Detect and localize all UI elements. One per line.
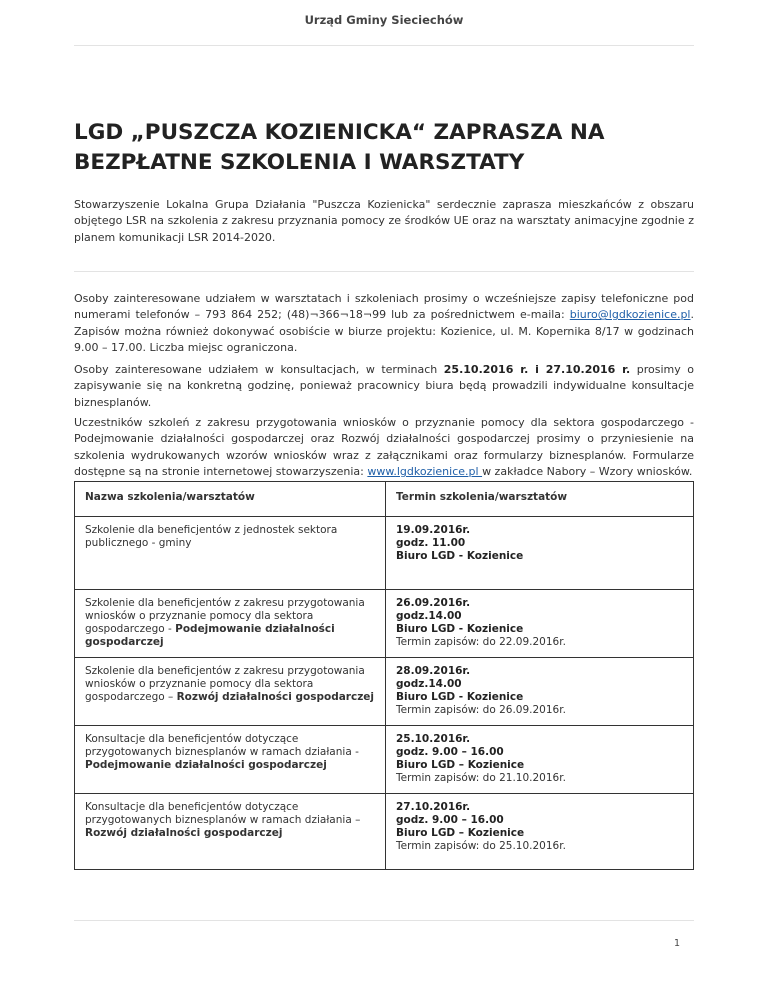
consultation-paragraph <box>74 362 694 411</box>
training-place: Biuro LGD - Kozienice <box>396 550 524 562</box>
training-name: Szkolenie dla beneficjentów z zakresu przygotowania wniosków o przyznanie pomocy dla sektora gospodarczego - <box>85 597 365 635</box>
training-time: godz. 11.00 <box>396 537 466 549</box>
table-row <box>75 658 694 726</box>
consultation-dates: 25.10.2016 r. i 27.10.2016 r. <box>443 363 631 376</box>
website-link[interactable]: www.lgdkozienice.pl <box>367 465 483 479</box>
table-header-row <box>75 482 694 517</box>
signup-text-start: Osoby zainteresowane udziałem w warsztatach i szkoleniach prosimy o wcześniejsze zapisy telefoniczne pod numerami telefonów – 793 864 252; (48)¬366¬18¬99 lub za pośrednictwem e-maila: <box>74 292 694 322</box>
training-date-cell <box>386 590 694 658</box>
signup-deadline: Termin zapisów: do 26.09.2016r. <box>396 704 566 716</box>
consultation-text-end: prosimy o zapisywanie się na konkretną godzinę, ponieważ pracownicy biura będą prowadzili indywidualne konsultacje biznesplanów. <box>74 363 694 409</box>
signup-text-end: . Zapisów można również dokonywać osobiście w biurze projektu: Kozienice, ul. M. Kopernika 8/17 w godzinach 9.00 – 17.00. Liczba miejsc ograniczona. <box>74 308 694 355</box>
training-name-emphasis: Rozwój działalności gospodarczej <box>176 691 375 703</box>
training-date: 25.10.2016r. <box>396 733 471 745</box>
header-training-date: Termin szkolenia/warsztatów <box>386 482 694 517</box>
training-place: Biuro LGD – Kozienice <box>396 759 525 771</box>
materials-text-end: w zakładce Nabory – Wzory wniosków. <box>482 465 693 479</box>
materials-paragraph <box>74 415 694 481</box>
training-name-cell <box>75 726 386 794</box>
intro-paragraph: Stowarzyszenie Lokalna Grupa Działania "Puszcza Kozienicka" serdecznie zaprasza mieszkańców z obszaru objętego LSR na szkolenia z zakresu przyznania pomocy ze środków UE oraz na warsztaty animacyjne zgodnie z planem komunikacji LSR 2014-2020. <box>74 198 694 244</box>
title-line-2: BEZPŁATNE SZKOLENIA I WARSZTATY <box>74 150 525 175</box>
training-date: 26.09.2016r. <box>396 597 471 609</box>
training-name-emphasis: Podejmowanie działalności gospodarczej <box>85 623 335 648</box>
training-date: 19.09.2016r. <box>396 524 471 536</box>
training-place: Biuro LGD - Kozienice <box>396 623 524 635</box>
materials-text-start: Uczestników szkoleń z zakresu przygotowania wniosków o przyznanie pomocy dla sektora gospodarczego - Podejmowanie działalności gospodarczej oraz Rozwój działalności gospodarczej prosimy o przyniesienie na szkolenia wydrukowanych wzorów wniosków wraz z załącznikami oraz formularzy biznesplanów. Formularze dostępne są na stronie internetowej stowarzyszenia: <box>74 416 694 479</box>
training-name: Szkolenie dla beneficjentów z jednostek sektora publicznego - gminy <box>85 524 338 549</box>
schedule-table <box>74 481 694 870</box>
training-time: godz.14.00 <box>396 678 462 690</box>
training-name-emphasis: Rozwój działalności gospodarczej <box>85 827 283 839</box>
signup-deadline: Termin zapisów: do 22.09.2016r. <box>396 636 566 648</box>
intro-divider <box>74 271 694 272</box>
training-name-cell <box>75 590 386 658</box>
signup-deadline: Termin zapisów: do 25.10.2016r. <box>396 840 566 852</box>
footer-divider <box>74 920 694 921</box>
training-time: godz.14.00 <box>396 610 462 622</box>
training-date-cell <box>386 517 694 590</box>
training-name-cell <box>75 517 386 590</box>
training-name-cell <box>75 794 386 870</box>
consultation-text-start: Osoby zainteresowane udziałem w konsultacjach, w terminach <box>74 363 444 376</box>
training-name: Konsultacje dla beneficjentów dotyczące przygotowanych biznesplanów w ramach działania – <box>85 801 361 826</box>
table-row <box>75 726 694 794</box>
training-date-cell <box>386 658 694 726</box>
training-date-cell <box>386 726 694 794</box>
signup-paragraph <box>74 291 694 357</box>
training-time: godz. 9.00 – 16.00 <box>396 746 504 758</box>
signup-deadline: Termin zapisów: do 21.10.2016r. <box>396 772 566 784</box>
table-row <box>75 517 694 590</box>
training-place: Biuro LGD - Kozienice <box>396 691 524 703</box>
training-place: Biuro LGD – Kozienice <box>396 827 525 839</box>
training-name-emphasis: Podejmowanie działalności gospodarczej <box>85 759 327 771</box>
header-training-name: Nazwa szkolenia/warsztatów <box>75 482 386 517</box>
page-number: 1 <box>674 938 681 949</box>
training-name-cell <box>75 658 386 726</box>
email-link[interactable]: biuro@lgdkozienice.pl <box>569 308 691 322</box>
training-time: godz. 9.00 – 16.00 <box>396 814 504 826</box>
training-name: Szkolenie dla beneficjentów z zakresu przygotowania wniosków o przyznanie pomocy dla sektora gospodarczego – <box>85 665 365 703</box>
training-date: 27.10.2016r. <box>396 801 471 813</box>
article-title <box>74 118 694 178</box>
training-name: Konsultacje dla beneficjentów dotyczące przygotowanych biznesplanów w ramach działania - <box>85 733 359 758</box>
title-line-1: LGD „PUSZCZA KOZIENICKA“ ZAPRASZA NA <box>74 120 605 145</box>
header-divider <box>74 45 694 46</box>
table-row <box>75 794 694 870</box>
table-row <box>75 590 694 658</box>
training-date: 28.09.2016r. <box>396 665 471 677</box>
site-header: Urząd Gminy Sieciechów <box>304 13 464 27</box>
training-date-cell <box>386 794 694 870</box>
